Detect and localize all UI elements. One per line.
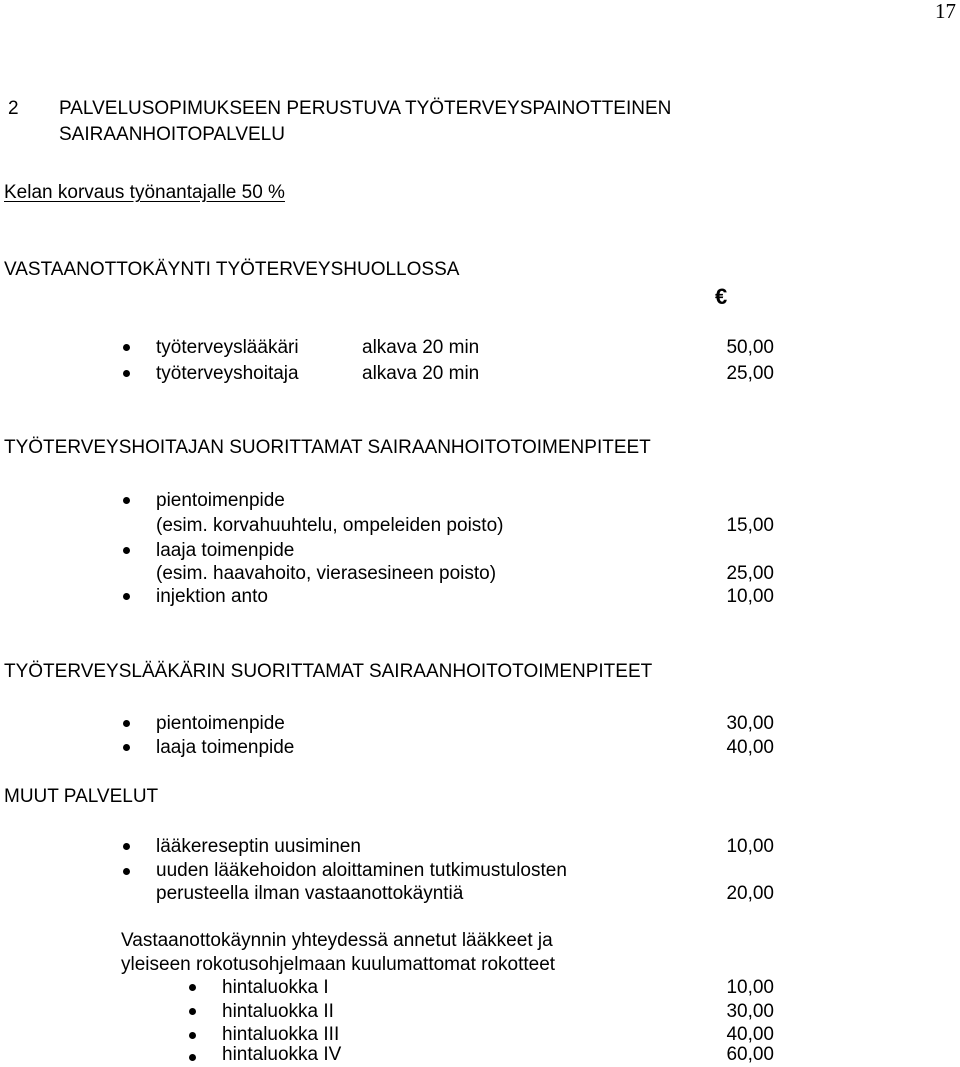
nurse-heading: TYÖTERVEYSHOITAJAN SUORITTAMAT SAIRAANHOITOTOIMENPITEET [4,437,651,458]
nurse-item-label: injektion anto [156,586,268,607]
doctor-item-price: 30,00 [726,713,774,734]
bullet-icon [123,843,130,850]
vaccine-class-price: 30,00 [726,1001,774,1022]
visit-item-name: työterveyshoitaja [156,363,299,384]
other-item-label-line2: perusteella ilman vastaanottokäyntiä [156,883,464,904]
nurse-item-price: 15,00 [726,515,774,536]
doctor-heading: TYÖTERVEYSLÄÄKÄRIN SUORITTAMAT SAIRAANHOITOTOIMENPITEET [4,661,653,682]
bullet-icon [123,593,130,600]
bullet-icon [189,984,196,991]
visit-item-price: 50,00 [726,337,774,358]
other-item-label: lääkereseptin uusiminen [156,836,361,857]
bullet-icon [123,547,130,554]
bullet-icon [123,720,130,727]
bullet-icon [123,497,130,504]
bullet-icon [123,868,130,875]
visit-item-name: työterveyslääkäri [156,337,299,358]
bullet-icon [189,1054,196,1061]
vaccine-class-label: hintaluokka I [222,977,329,998]
other-item-price: 10,00 [726,836,774,857]
visit-item-duration: alkava 20 min [362,337,480,358]
doctor-item-label: pientoimenpide [156,713,285,734]
nurse-item-detail: (esim. haavahoito, vierasesineen poisto) [156,563,497,584]
other-item-price: 20,00 [726,883,774,904]
other-heading: MUUT PALVELUT [4,786,159,807]
nurse-item-label: laaja toimenpide [156,540,295,561]
nurse-item-price: 25,00 [726,563,774,584]
vaccine-class-price: 40,00 [726,1024,774,1045]
section-number: 2 [8,98,19,119]
nurse-item-price: 10,00 [726,586,774,607]
nurse-item-label: pientoimenpide [156,490,285,511]
page-number: 17 [935,0,956,23]
vaccine-class-label: hintaluokka II [222,1001,334,1022]
euro-sign: € [715,284,728,309]
vaccine-class-label: hintaluokka III [222,1024,340,1045]
visit-item-price: 25,00 [726,363,774,384]
other-item-label-line1: uuden lääkehoidon aloittaminen tutkimustulosten [156,860,567,881]
vaccine-class-price: 10,00 [726,977,774,998]
bullet-icon [123,344,130,351]
vaccines-line2: yleiseen rokotusohjelmaan kuulumattomat rokotteet [121,954,556,975]
visit-item-duration: alkava 20 min [362,363,480,384]
vaccine-class-price: 60,00 [726,1044,774,1065]
doctor-item-label: laaja toimenpide [156,737,295,758]
section-title-line2: SAIRAANHOITOPALVELU [59,124,285,145]
vaccine-class-label: hintaluokka IV [222,1044,342,1065]
nurse-item-detail: (esim. korvahuuhtelu, ompeleiden poisto) [156,515,504,536]
bullet-icon [123,744,130,751]
visit-heading: VASTAANOTTOKÄYNTI TYÖTERVEYSHUOLLOSSA [4,259,460,280]
vaccines-line1: Vastaanottokäynnin yhteydessä annetut lääkkeet ja [121,930,553,951]
bullet-icon [123,370,130,377]
compensation-note: Kelan korvaus työnantajalle 50 % [4,182,285,203]
bullet-icon [189,1032,196,1039]
doctor-item-price: 40,00 [726,737,774,758]
bullet-icon [189,1008,196,1015]
section-title-line1: PALVELUSOPIMUKSEEN PERUSTUVA TYÖTERVEYSPAINOTTEINEN [59,98,672,119]
